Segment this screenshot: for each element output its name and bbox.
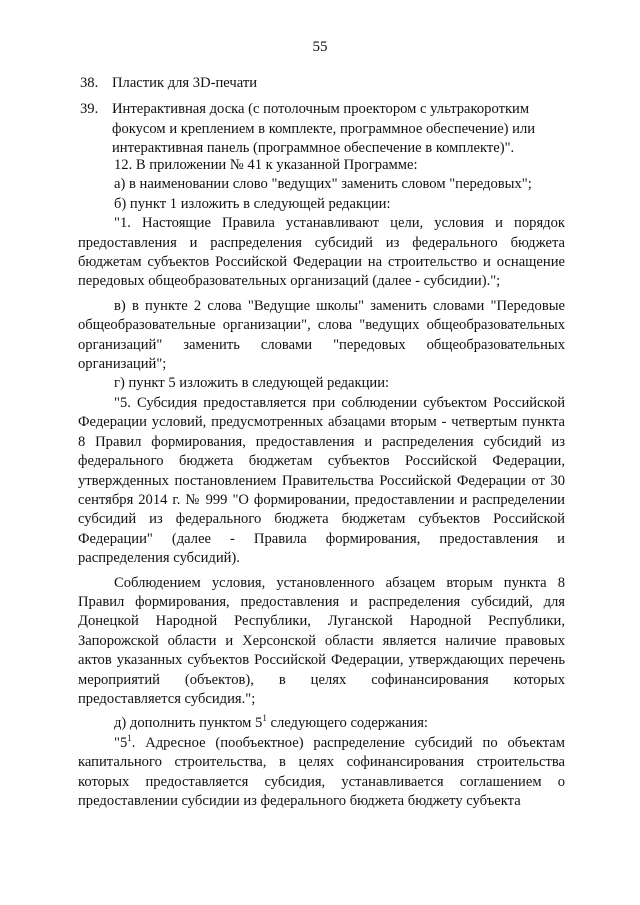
- paragraph: б) пункт 1 изложить в следующей редакции:: [114, 195, 391, 212]
- list-item: [80, 74, 570, 93]
- paragraph-text: следующего содержания:: [266, 715, 428, 732]
- paragraph: "5. Субсидия предоставляется при соблюдении субъектом Российской Федерации условий, предусмотренных абзацами вторым - четвертым пункта 8 Правил формирования, предоставления и распределения субсидий из федерального бюджета бюджетам субъектов Российской Федерации, утвержденных постановлением Правительства Российской Федерации от 30 сентября 2014 г. № 999 "О формировании, предоставлении и распределении субсидий из федерального бюджета бюджетам субъектов Российской Федерации" (далее - Правила формирования, предоставления и распределения субсидий).: [78, 394, 565, 567]
- paragraph: [78, 734, 565, 812]
- paragraph: [78, 714, 565, 733]
- paragraph: а) в наименовании слово "ведущих" заменить словом "передовых";: [114, 176, 532, 193]
- equipment-list: [80, 74, 570, 166]
- paragraph: Соблюдением условия, установленного абзацем вторым пункта 8 Правил формирования, предоставления и распределения субсидий, для Донецкой Народной Республики, Луганской Народной Республики, Запорожской области и Херсонской области является наличие правовых актов указанных субъектов Российской Федерации, утверждающих перечень мероприятий (объектов), в целях софинансирования которых предоставляется субсидия.";: [78, 574, 565, 707]
- list-item-text: Интерактивная доска (с потолочным проектором с ультракоротким фокусом и креплением в комплекте, программное обеспечение) или интерактивная панель (программное обеспечение в комплекте)".: [112, 101, 536, 157]
- paragraph-text: . Адресное (пообъектное) распределение субсидий по объектам капитального строительства, в целях софинансирования строительства которых предоставляется субсидия, устанавливается соглашением о предоставлении субсидии из федерального бюджета бюджету субъекта: [78, 734, 565, 809]
- paragraph: 12. В приложении № 41 к указанной Программе:: [114, 157, 418, 173]
- list-item-number: 38.: [80, 75, 99, 91]
- paragraph-text: д) дополнить пунктом 5: [114, 715, 263, 732]
- superscript: 1: [127, 732, 132, 743]
- paragraph-text: "5: [114, 734, 128, 751]
- paragraph: г) пункт 5 изложить в следующей редакции:: [114, 375, 390, 392]
- superscript: 1: [262, 713, 267, 724]
- paragraph: "1. Настоящие Правила устанавливают цели, условия и порядок предоставления и распределения субсидий из федерального бюджета бюджетам субъектов Российской Федерации на строительство и оснащение передовых общеобразовательных организаций (далее - субсидии).";: [78, 215, 565, 290]
- list-item-text: Пластик для 3D-печати: [112, 75, 258, 91]
- list-item-number: 39.: [80, 101, 99, 118]
- document-body: [78, 156, 565, 811]
- list-item: [80, 100, 570, 158]
- paragraph: в) в пункте 2 слова "Ведущие школы" заменить словами "Передовые общеобразовательные организации", слова "ведущих общеобразовательных организаций" заменить словами "передовых общеобразовательных организаций";: [78, 297, 565, 373]
- page-number: 55: [312, 39, 328, 55]
